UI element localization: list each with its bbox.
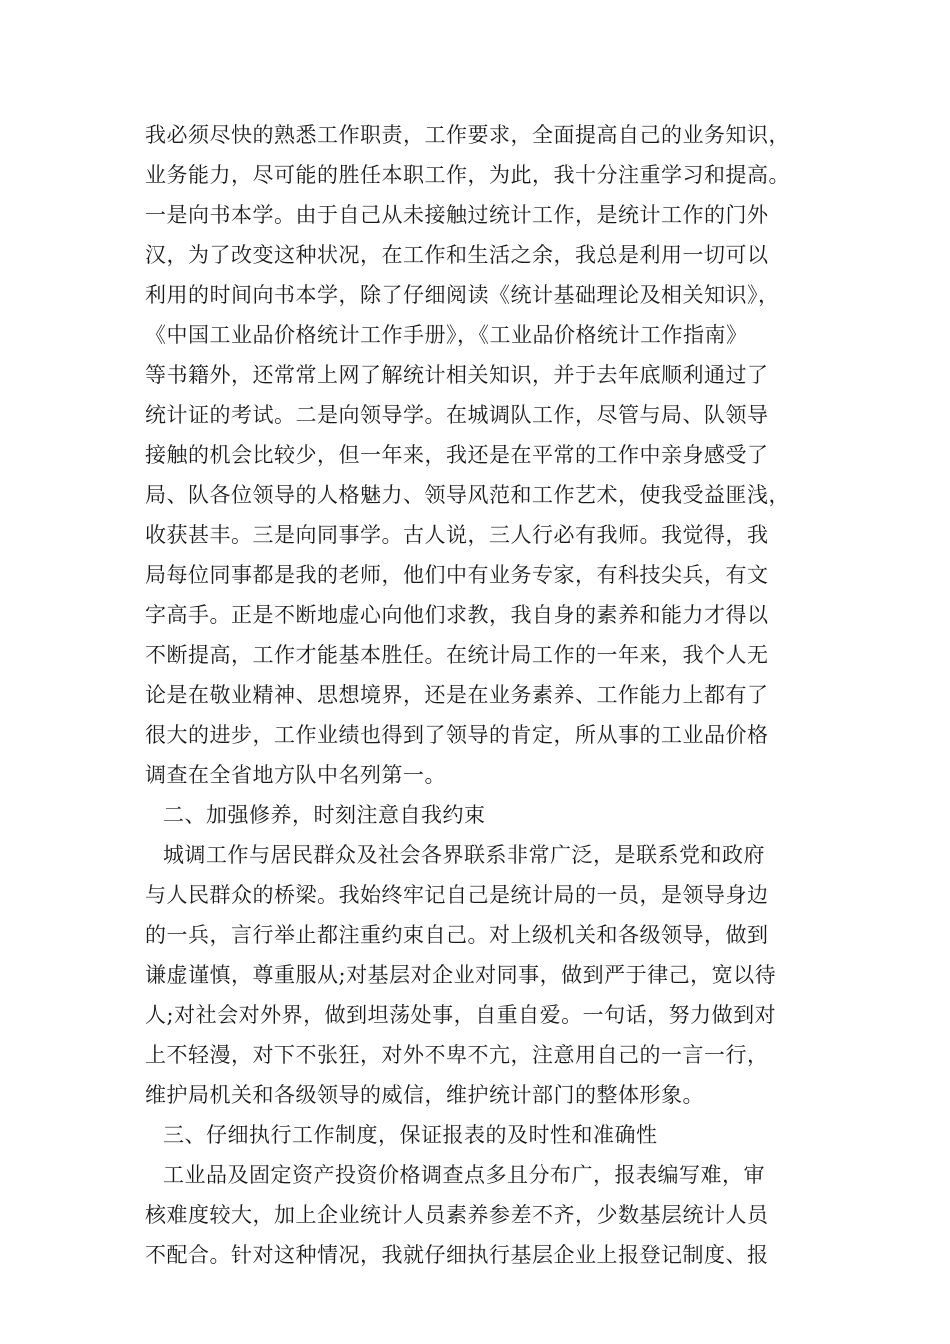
text-line: 很大的进步，工作业绩也得到了领导的肯定，所从事的工业品价格 bbox=[145, 723, 769, 747]
section-heading: 三、仔细执行工作制度，保证报表的及时性和准确性 bbox=[163, 1123, 658, 1147]
text-line: 一是向书本学。由于自己从未接触过统计工作，是统计工作的门外 bbox=[145, 203, 769, 227]
text-line: 局每位同事都是我的老师，他们中有业务专家，有科技尖兵，有文 bbox=[145, 563, 769, 587]
text-line: 上不轻漫，对下不张狂，对外不卑不亢，注意用自己的一言一行， bbox=[145, 1043, 769, 1067]
text-line: 不断提高，工作才能基本胜任。在统计局工作的一年来，我个人无 bbox=[145, 643, 769, 667]
text-line: 人;对社会对外界，做到坦荡处事，自重自爱。一句话，努力做到对 bbox=[145, 1003, 777, 1027]
text-line: 字高手。正是不断地虚心向他们求教，我自身的素养和能力才得以 bbox=[145, 603, 769, 627]
text-line: 核难度较大，加上企业统计人员素养参差不齐，少数基层统计人员 bbox=[145, 1203, 769, 1227]
text-line: 不配合。针对这种情况，我就仔细执行基层企业上报登记制度、报 bbox=[145, 1243, 769, 1267]
text-line: 维护局机关和各级领导的威信，维护统计部门的整体形象。 bbox=[145, 1083, 704, 1107]
text-line: 论是在敬业精神、思想境界，还是在业务素养、工作能力上都有了 bbox=[145, 683, 769, 707]
text-line: 接触的机会比较少，但一年来，我还是在平常的工作中亲身感受了 bbox=[145, 443, 769, 467]
text-line: 我必须尽快的熟悉工作职责，工作要求，全面提高自己的业务知识， bbox=[145, 123, 790, 147]
text-line: 统计证的考试。二是向领导学。在城调队工作，尽管与局、队领导 bbox=[145, 403, 769, 427]
text-line: 等书籍外，还常常上网了解统计相关知识，并于去年底顺利通过了 bbox=[145, 363, 769, 387]
text-line: 的一兵，言行举止都注重约束自己。对上级机关和各级领导，做到 bbox=[145, 923, 769, 947]
section-heading: 二、加强修养，时刻注意自我约束 bbox=[163, 803, 486, 827]
text-line: 《中国工业品价格统计工作手册》，《工业品价格统计工作指南》 bbox=[145, 323, 748, 347]
text-line: 业务能力，尽可能的胜任本职工作，为此，我十分注重学习和提高。 bbox=[145, 163, 790, 187]
text-line: 利用的时间向书本学，除了仔细阅读《统计基础理论及相关知识》， bbox=[145, 283, 780, 307]
text-line: 城调工作与居民群众及社会各界联系非常广泛，是联系党和政府 bbox=[163, 843, 765, 867]
text-line: 收获甚丰。三是向同事学。古人说，三人行必有我师。我觉得，我 bbox=[145, 523, 769, 547]
text-line: 局、队各位领导的人格魅力、领导风范和工作艺术，使我受益匪浅， bbox=[145, 483, 790, 507]
text-line: 汉，为了改变这种状况，在工作和生活之余，我总是利用一切可以 bbox=[145, 243, 769, 267]
text-line: 与人民群众的桥梁。我始终牢记自己是统计局的一员，是领导身边 bbox=[145, 883, 769, 907]
text-line: 调查在全省地方队中名列第一。 bbox=[145, 763, 446, 787]
text-line: 工业品及固定资产投资价格调查点多且分布广，报表编写难，审 bbox=[163, 1163, 765, 1187]
text-line: 谦虚谨慎，尊重服从;对基层对企业对同事，做到严于律己，宽以待 bbox=[145, 963, 777, 987]
